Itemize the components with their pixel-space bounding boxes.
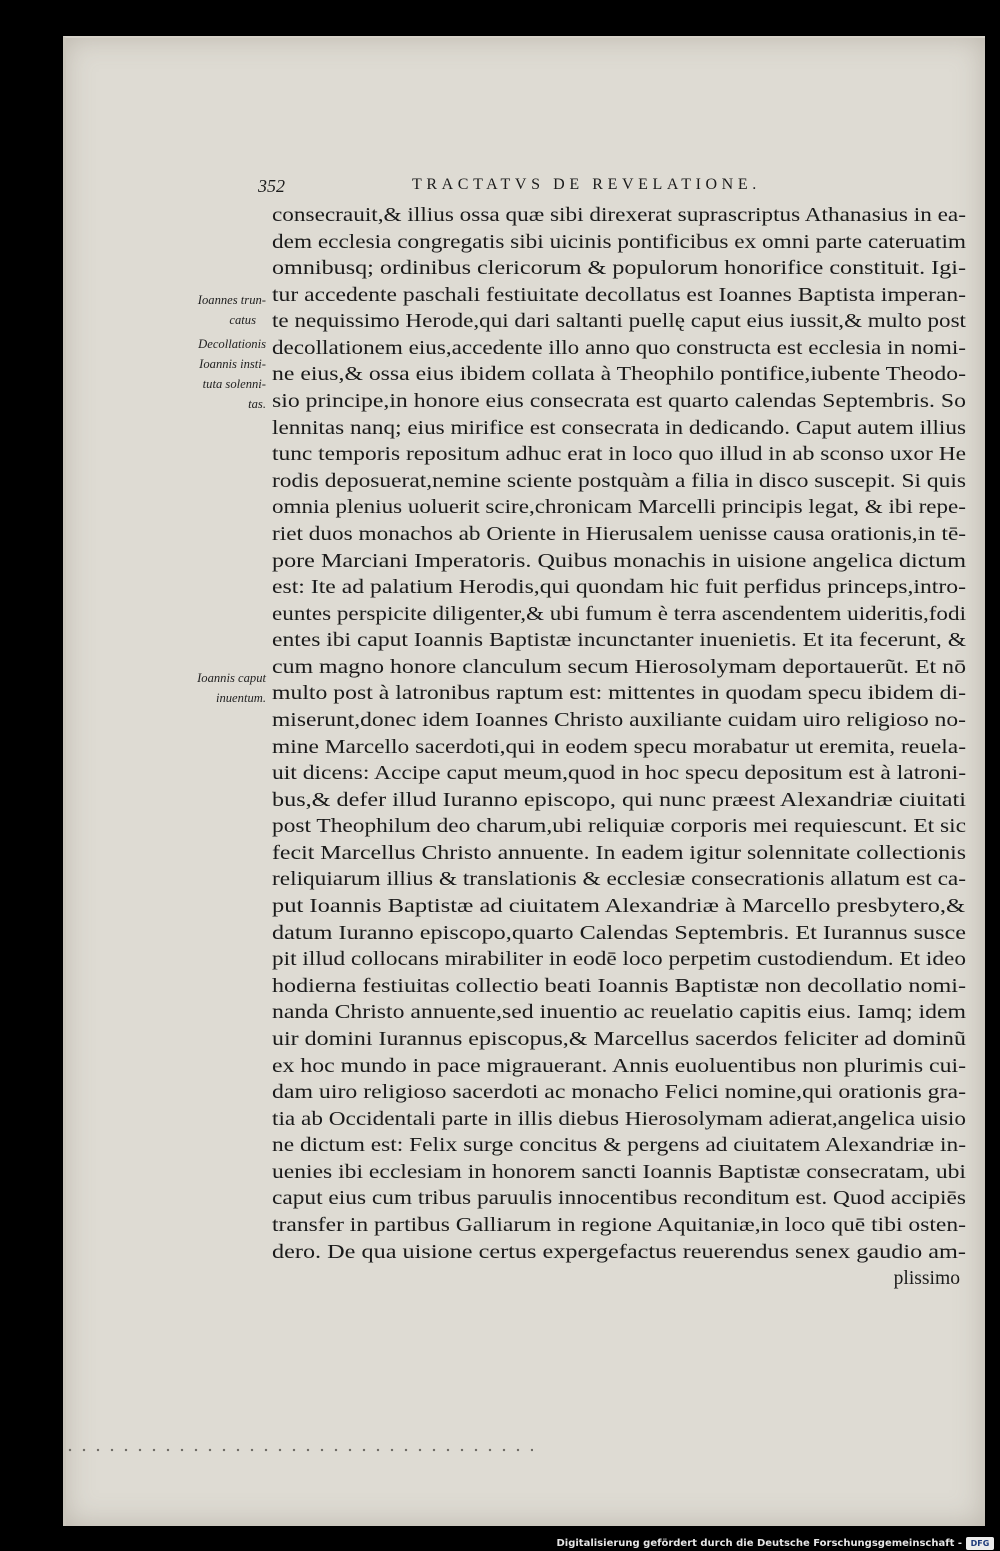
running-title: TRACTATVS DE REVELATIONE. bbox=[412, 176, 761, 193]
margin-note-line: Ioannes trun- bbox=[197, 293, 266, 307]
text-line: multo post à latronibus raptum est: mittentes in quodam specu ibidem di- bbox=[272, 683, 966, 705]
text-line: ex hoc mundo in pace migrauerant. Annis euoluentibus non plurimis cui- bbox=[272, 1055, 966, 1077]
text-line: sio principe,in honore eius consecrata est quarto calendas Septembris. So bbox=[272, 391, 966, 413]
text-line: put Ioannis Baptistæ ad ciuitatem Alexandriæ à Marcello presbytero,& bbox=[272, 896, 966, 918]
text-line: euntes perspicite diligenter,& ubi fumum è terra ascendentem uideritis,fodi bbox=[272, 603, 966, 625]
margin-note-line: tas. bbox=[248, 397, 266, 411]
text-line: pit illud collocans mirabiliter in eodē loco perpetim custodiendum. Et ideo bbox=[272, 949, 966, 971]
text-line: tur accedente paschali festiuitate decollatus est Ioannes Baptista imperan- bbox=[272, 284, 966, 306]
text-line: est: Ite ad palatium Herodis,qui quondam hic fuit perfidus princeps,intro- bbox=[272, 577, 966, 599]
text-line: entes ibi caput Ioannis Baptistæ incunctanter inuenietis. Et ita fecerunt, & bbox=[272, 630, 966, 652]
text-line: hodierna festiuitas collectio beati Ioannis Baptistæ non decollatio nomi- bbox=[272, 975, 966, 997]
margin-note-line: Ioannis insti- bbox=[199, 357, 266, 371]
text-line: uir domini Iurannus episcopus,& Marcellus sacerdos feliciter ad dominũ bbox=[272, 1028, 966, 1050]
text-line: lennitas nanq; eius mirifice est consecrata in dedicando. Caput autem illius bbox=[272, 417, 966, 439]
text-line: pore Marciani Imperatoris. Quibus monachis in uisione angelica dictum bbox=[272, 550, 966, 572]
text-line: datum Iuranno episcopo,quarto Calendas Septembris. Et Iurannus susce bbox=[272, 922, 966, 944]
text-line: te nequissimo Herode,qui dari saltanti puellę caput eius iussit,& multo post bbox=[272, 311, 966, 333]
text-line: fecit Marcellus Christo annuente. In eadem igitur solennitate collectionis bbox=[272, 842, 966, 864]
margin-note-line: Ioannis caput bbox=[197, 671, 266, 685]
text-line: reliquiarum illius & translationis & ecclesiæ consecrationis allatum est ca- bbox=[272, 869, 966, 891]
text-line: bus,& defer illud Iuranno episcopo, qui nunc præest Alexandriæ ciuitati bbox=[272, 789, 966, 811]
page-header bbox=[258, 176, 866, 202]
margin-note-line: catus bbox=[229, 313, 256, 327]
text-line: nanda Christo annuente,sed inuentio ac reuelatio capitis eius. Iamq; idem bbox=[272, 1002, 966, 1024]
margin-note-line: tuta solenni- bbox=[202, 377, 266, 391]
text-line: transfer in partibus Galliarum in regione Aquitaniæ,in loco quē tibi osten- bbox=[272, 1214, 966, 1236]
text-line: rodis deposuerat,nemine sciente postquàm a filia in disco suscepit. Si quis bbox=[272, 470, 966, 492]
margin-note-decollationis bbox=[166, 334, 266, 414]
text-line: caput eius cum tribus paruulis innocentibus reconditum est. Quod accipiēs bbox=[272, 1188, 966, 1210]
dotted-rule bbox=[63, 1448, 533, 1452]
text-line: ne dictum est: Felix surge concitus & pergens ad ciuitatem Alexandriæ in- bbox=[272, 1135, 966, 1157]
text-line: dero. De qua uisione certus expergefactus reuerendus senex gaudio am- bbox=[272, 1241, 966, 1263]
margin-note-line: Decollationis bbox=[198, 337, 266, 351]
margin-note-line: inuentum. bbox=[215, 691, 266, 705]
text-line: post Theophilum deo charum,ubi reliquiæ corporis mei requiescunt. Et sic bbox=[272, 816, 966, 838]
margin-note-ioannes-truncatus bbox=[166, 290, 266, 330]
page-number: 352 bbox=[258, 176, 285, 196]
text-line: consecrauit,& illius ossa quæ sibi direxerat suprascriptus Athanasius in ea- bbox=[272, 205, 966, 226]
catchword: plissimo bbox=[893, 1268, 960, 1290]
text-line: tunc temporis repositum adhuc erat in loco quo illud in ab sconso uxor He bbox=[272, 444, 966, 466]
text-line: mine Marcello sacerdoti,qui in eodem specu morabatur ut eremita, reuela- bbox=[272, 736, 966, 758]
footer-credit: Digitalisierung gefördert durch die Deutsche Forschungsgemeinschaft - bbox=[556, 1538, 962, 1549]
text-line: dam uiro religioso sacerdoti ac monacho Felici nomine,qui orationis gra- bbox=[272, 1082, 966, 1104]
margin-note-caput-inuentum bbox=[166, 668, 266, 708]
text-line: dem ecclesia congregatis sibi uicinis pontificibus ex omni parte cateruatim bbox=[272, 231, 966, 253]
text-line: miserunt,donec idem Ioannes Christo auxiliante cuidam uiro religioso no- bbox=[272, 709, 966, 731]
text-line: uenies ibi ecclesiam in honorem sancti Ioannis Baptistæ consecratam, ubi bbox=[272, 1161, 966, 1183]
text-line: uit dicens: Accipe caput meum,quod in hoc specu depositum est à latroni- bbox=[272, 763, 966, 785]
text-line: omnia plenius uoluerit scire,chronicam Marcelli principis legat, & ibi repe- bbox=[272, 497, 966, 519]
text-line: cum magno honore clanculum secum Hierosolymam deportauerũt. Et nō bbox=[272, 656, 966, 678]
text-line: tia ab Occidentali parte in illis diebus Hierosolymam adierat,angelica uisio bbox=[272, 1108, 966, 1130]
text-line: riet duos monachos ab Oriente in Hierusalem uenisse causa orationis,in tē- bbox=[272, 523, 966, 545]
body-text bbox=[272, 203, 966, 1293]
dfg-logo-icon: DFG bbox=[966, 1537, 994, 1550]
text-line: ne eius,& ossa eius ibidem collata à Theophilo pontifice,iubente Theodo- bbox=[272, 364, 966, 386]
text-line: omnibusq; ordinibus clericorum & populorum honorifice constituit. Igi- bbox=[272, 258, 966, 280]
text-line: decollationem eius,accedente illo anno quo constructa est ecclesia in nomi- bbox=[272, 337, 966, 359]
